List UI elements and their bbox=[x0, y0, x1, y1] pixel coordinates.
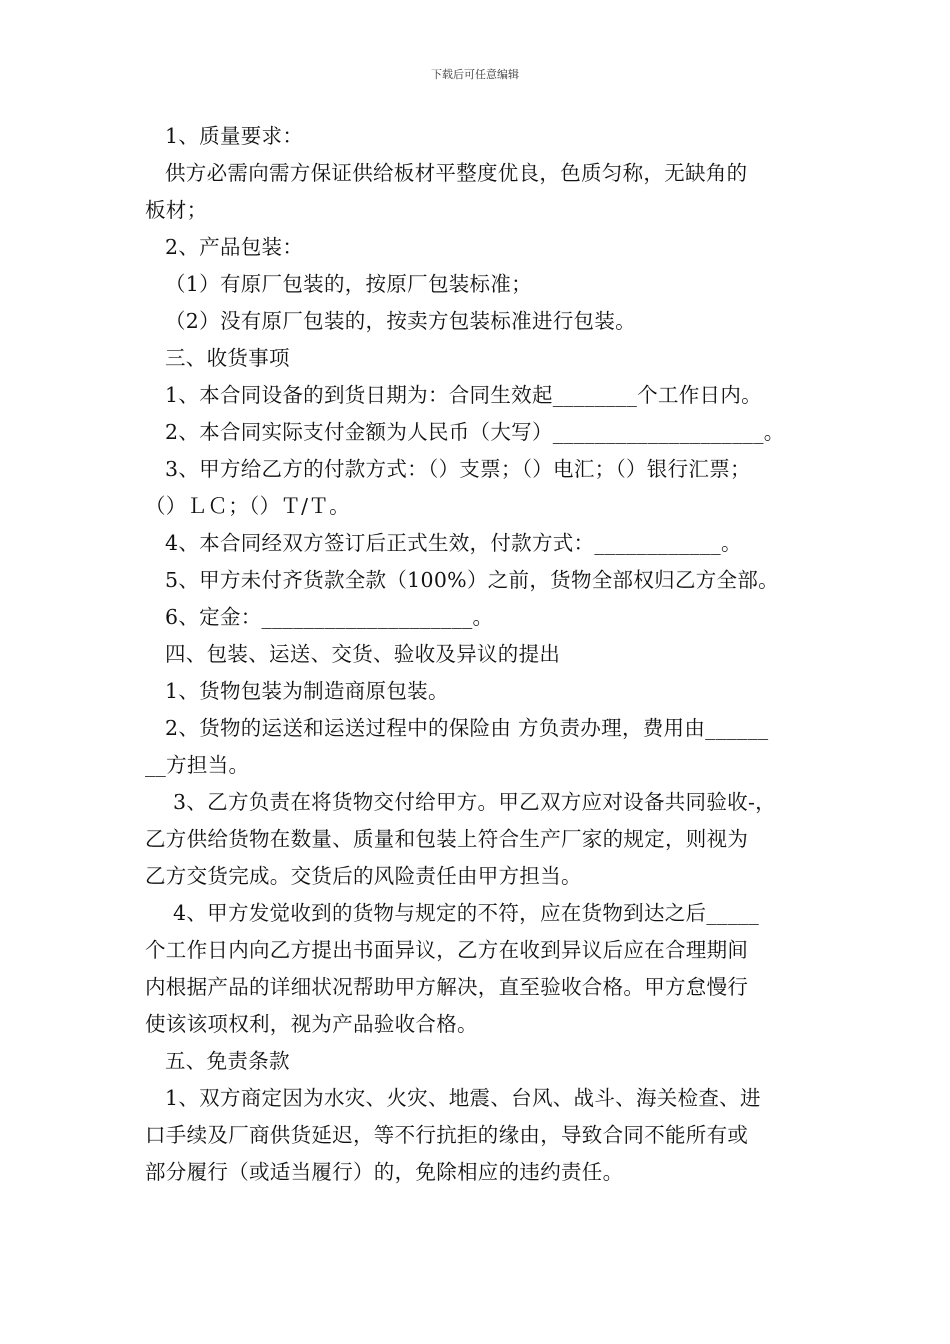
document-body bbox=[145, 118, 820, 1191]
text-line: 板材； bbox=[145, 198, 208, 222]
text-line: 2、产品包装： bbox=[165, 235, 304, 259]
text-line: 2、本合同实际支付金额为人民币（大写）____________________。 bbox=[165, 420, 785, 444]
section-heading: 三、收货事项 bbox=[165, 346, 290, 370]
text-line: （1）有原厂包装的，按原厂包装标准； bbox=[165, 272, 532, 296]
text-line: 乙方交货完成。交货后的风险责任由甲方担当。 bbox=[145, 864, 582, 888]
text-line: 6、定金：____________________。 bbox=[165, 605, 494, 629]
section-heading: 四、包装、运送、交货、验收及异议的提出 bbox=[165, 642, 561, 666]
text-line: 1、双方商定因为水灾、火灾、地震、台风、战斗、海关检查、进 bbox=[165, 1086, 761, 1110]
text-line: 供方必需向需方保证供给板材平整度优良，色质匀称，无缺角的 bbox=[165, 161, 748, 185]
text-line: 使该该项权利，视为产品验收合格。 bbox=[145, 1012, 478, 1036]
section-heading: 五、免责条款 bbox=[165, 1049, 290, 1073]
text-line: 部分履行（或适当履行）的，免除相应的违约责任。 bbox=[145, 1160, 624, 1184]
text-line: 个工作日内向乙方提出书面异议，乙方在收到异议后应在合理期间 bbox=[145, 938, 749, 962]
text-line: 3、乙方负责在将货物交付给甲方。甲乙双方应对设备共同验收-， bbox=[173, 790, 776, 814]
text-line: 1、质量要求： bbox=[165, 124, 304, 148]
text-line: 1、本合同设备的到货日期为：合同生效起________个工作日内。 bbox=[165, 383, 762, 407]
text-line: __方担当。 bbox=[145, 753, 250, 777]
text-line: 4、本合同经双方签订后正式生效，付款方式：____________。 bbox=[165, 531, 742, 555]
page-header: 下载后可任意编辑 bbox=[431, 68, 519, 81]
text-line: 5、甲方未付齐货款全款（100%）之前，货物全部权归乙方全部。 bbox=[165, 568, 779, 592]
text-line: （2）没有原厂包装的，按卖方包装标准进行包装。 bbox=[165, 309, 636, 333]
text-line: 内根据产品的详细状况帮助甲方解决，直至验收合格。甲方怠慢行 bbox=[145, 975, 749, 999]
text-line: 2、货物的运送和运送过程中的保险由 方负责办理，费用由______ bbox=[165, 716, 769, 740]
text-line: 3、甲方给乙方的付款方式：（）支票；（）电汇；（）银行汇票； bbox=[165, 457, 751, 481]
text-line: 口手续及厂商供货延迟，等不行抗拒的缘由，导致合同不能所有或 bbox=[145, 1123, 749, 1147]
text-line: 4、甲方发觉收到的货物与规定的不符，应在货物到达之后_____ bbox=[173, 901, 760, 925]
text-line: 乙方供给货物在数量、质量和包装上符合生产厂家的规定，则视为 bbox=[145, 827, 749, 851]
text-line: （）ＬＣ；（）Ｔ/Ｔ。 bbox=[145, 494, 350, 518]
text-line: 1、货物包装为制造商原包装。 bbox=[165, 679, 449, 703]
